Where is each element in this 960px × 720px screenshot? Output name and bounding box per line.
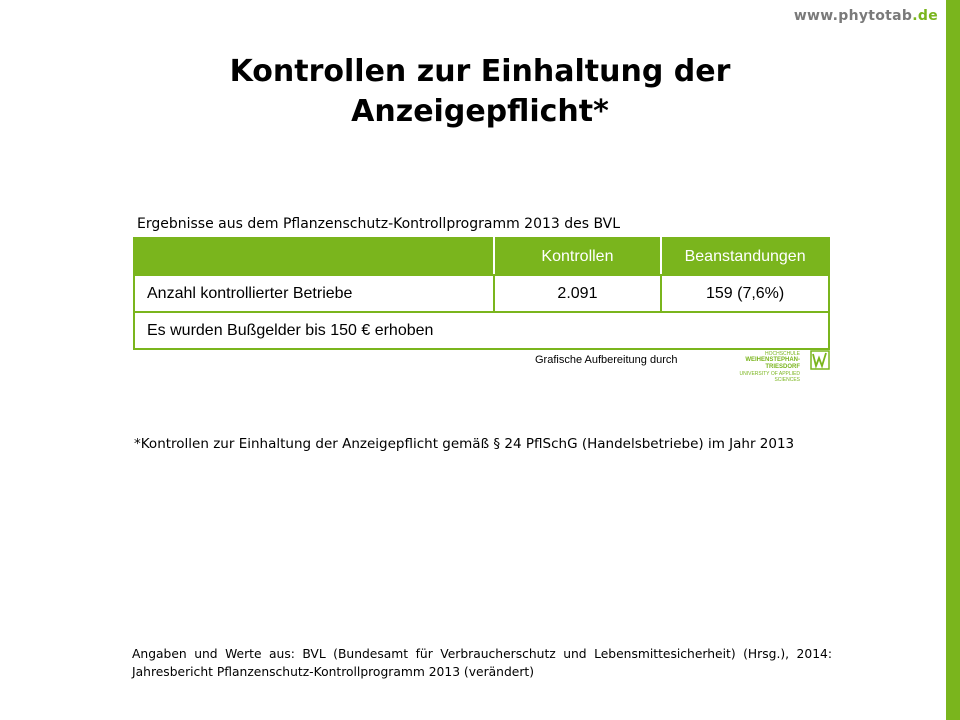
table-header-row — [134, 238, 829, 275]
logo-text — [714, 352, 800, 383]
logo-line1: HOCHSCHULE — [764, 351, 800, 357]
header-cell-beanstandungen: Beanstandungen — [661, 238, 829, 275]
header-cell-kontrollen: Kontrollen — [494, 238, 662, 275]
cell-beanstandungen-value: 159 (7,6%) — [661, 275, 829, 312]
logo-line3: UNIVERSITY OF APPLIED SCIENCES — [739, 371, 800, 383]
table-caption: Ergebnisse aus dem Pflanzenschutz-Kontrollprogramm 2013 des BVL — [137, 216, 621, 232]
hswt-logo-icon — [810, 350, 830, 370]
slide-title — [0, 52, 960, 132]
cell-kontrollen-value: 2.091 — [494, 275, 662, 312]
table-row — [134, 312, 829, 349]
hswt-logo — [714, 350, 830, 383]
slide-title-line2: Anzeigepflicht* — [351, 94, 609, 129]
credit-text: Grafische Aufbereitung durch — [535, 354, 678, 366]
header-cell-empty — [134, 238, 494, 275]
slide-title-line1: Kontrollen zur Einhaltung der — [229, 54, 731, 89]
brand-prefix: www. — [793, 8, 839, 24]
brand-url — [794, 8, 938, 24]
source-note: Angaben und Werte aus: BVL (Bundesamt für Verbraucherschutz und Lebensmittesicherheit) (Hrsg.), 2014: Jahresbericht Pflanzenschutz-Kontrollprogramm 2013 (verändert) — [132, 647, 832, 679]
row-bussgelder: Es wurden Bußgelder bis 150 € erhoben — [134, 312, 829, 349]
footnote: *Kontrollen zur Einhaltung der Anzeigepflicht gemäß § 24 PflSchG (Handelsbetriebe) im Jahr 2013 — [134, 436, 795, 452]
row-label-betriebe: Anzahl kontrollierter Betriebe — [134, 275, 494, 312]
table-row — [134, 275, 829, 312]
brand-suffix: .de — [912, 8, 938, 24]
brand-name: phytotab — [838, 8, 913, 24]
results-table — [133, 237, 830, 350]
logo-line2: WEIHENSTEPHAN-TRIESDORF — [745, 357, 800, 370]
